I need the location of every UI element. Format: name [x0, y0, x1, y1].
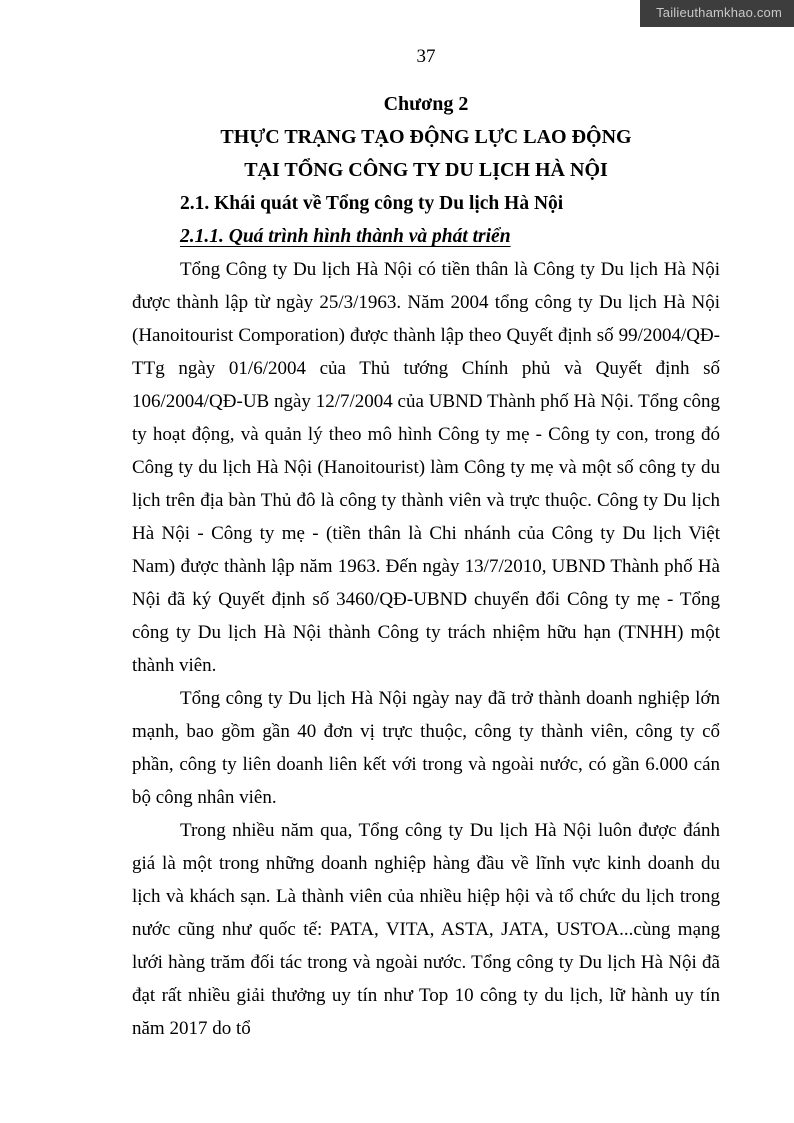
document-title-line-2: TẠI TỔNG CÔNG TY DU LỊCH HÀ NỘI	[244, 159, 608, 181]
section-heading: 2.1. Khái quát về Tổng công ty Du lịch Hà Nội	[180, 193, 564, 214]
subsection-heading	[132, 220, 720, 253]
page-content	[132, 40, 720, 1045]
paragraph-1: Tổng Công ty Du lịch Hà Nội có tiền thân là Công ty Du lịch Hà Nội được thành lập từ ngày 25/3/1963. Năm 2004 tổng công ty Du lịch Hà Nội (Hanoitourist Comporation) được thành lập theo Quyết định số 99/2004/QĐ-TTg ngày 01/6/2004 của Thủ tướng Chính phủ và Quyết định số 106/2004/QĐ-UB ngày 12/7/2004 của UBND Thành phố Hà Nội. Tổng công ty hoạt động, và quản lý theo mô hình Công ty mẹ - Công ty con, trong đó Công ty du lịch Hà Nội (Hanoitourist) làm Công ty mẹ và một số công ty du lịch trên địa bàn Thủ đô là công ty thành viên và trực thuộc. Công ty Du lịch Hà Nội - Công ty mẹ - (tiền thân là Chi nhánh của Công ty Du lịch Việt Nam) được thành lập năm 1963. Đến ngày 13/7/2010, UBND Thành phố Hà Nội đã ký Quyết định số 3460/QĐ-UBND chuyển đổi Công ty mẹ - Tổng công ty Du lịch Hà Nội thành Công ty trách nhiệm hữu hạn (TNHH) một thành viên.	[132, 259, 720, 676]
watermark-text: Tailieuthamkhao.com	[656, 5, 782, 20]
subsection-heading-text: 2.1.1. Quá trình hình thành và phát triển	[180, 226, 511, 247]
page-number: 37	[416, 46, 436, 67]
paragraph-3: Trong nhiều năm qua, Tổng công ty Du lịch Hà Nội luôn được đánh giá là một trong những doanh nghiệp hàng đầu về lĩnh vực kinh doanh du lịch và khách sạn. Là thành viên của nhiều hiệp hội và tổ chức du lịch trong nước cũng như quốc tế: PATA, VITA, ASTA, JATA, USTOA...cùng mạng lưới hàng trăm đối tác trong và ngoài nước. Tổng công ty Du lịch Hà Nội đã đạt rất nhiều giải thưởng uy tín như Top 10 công ty du lịch, lữ hành uy tín năm 2017 do tổ	[132, 820, 720, 1039]
document-title-line-1: THỰC TRẠNG TẠO ĐỘNG LỰC LAO ĐỘNG	[220, 126, 632, 148]
paragraph-2: Tổng công ty Du lịch Hà Nội ngày nay đã trở thành doanh nghiệp lớn mạnh, bao gồm gần 40 đơn vị trực thuộc, công ty thành viên, công ty cổ phần, công ty liên doanh liên kết với trong và ngoài nước, có gần 6.000 cán bộ công nhân viên.	[132, 688, 720, 808]
chapter-heading: Chương 2	[383, 93, 469, 115]
watermark	[640, 0, 794, 27]
